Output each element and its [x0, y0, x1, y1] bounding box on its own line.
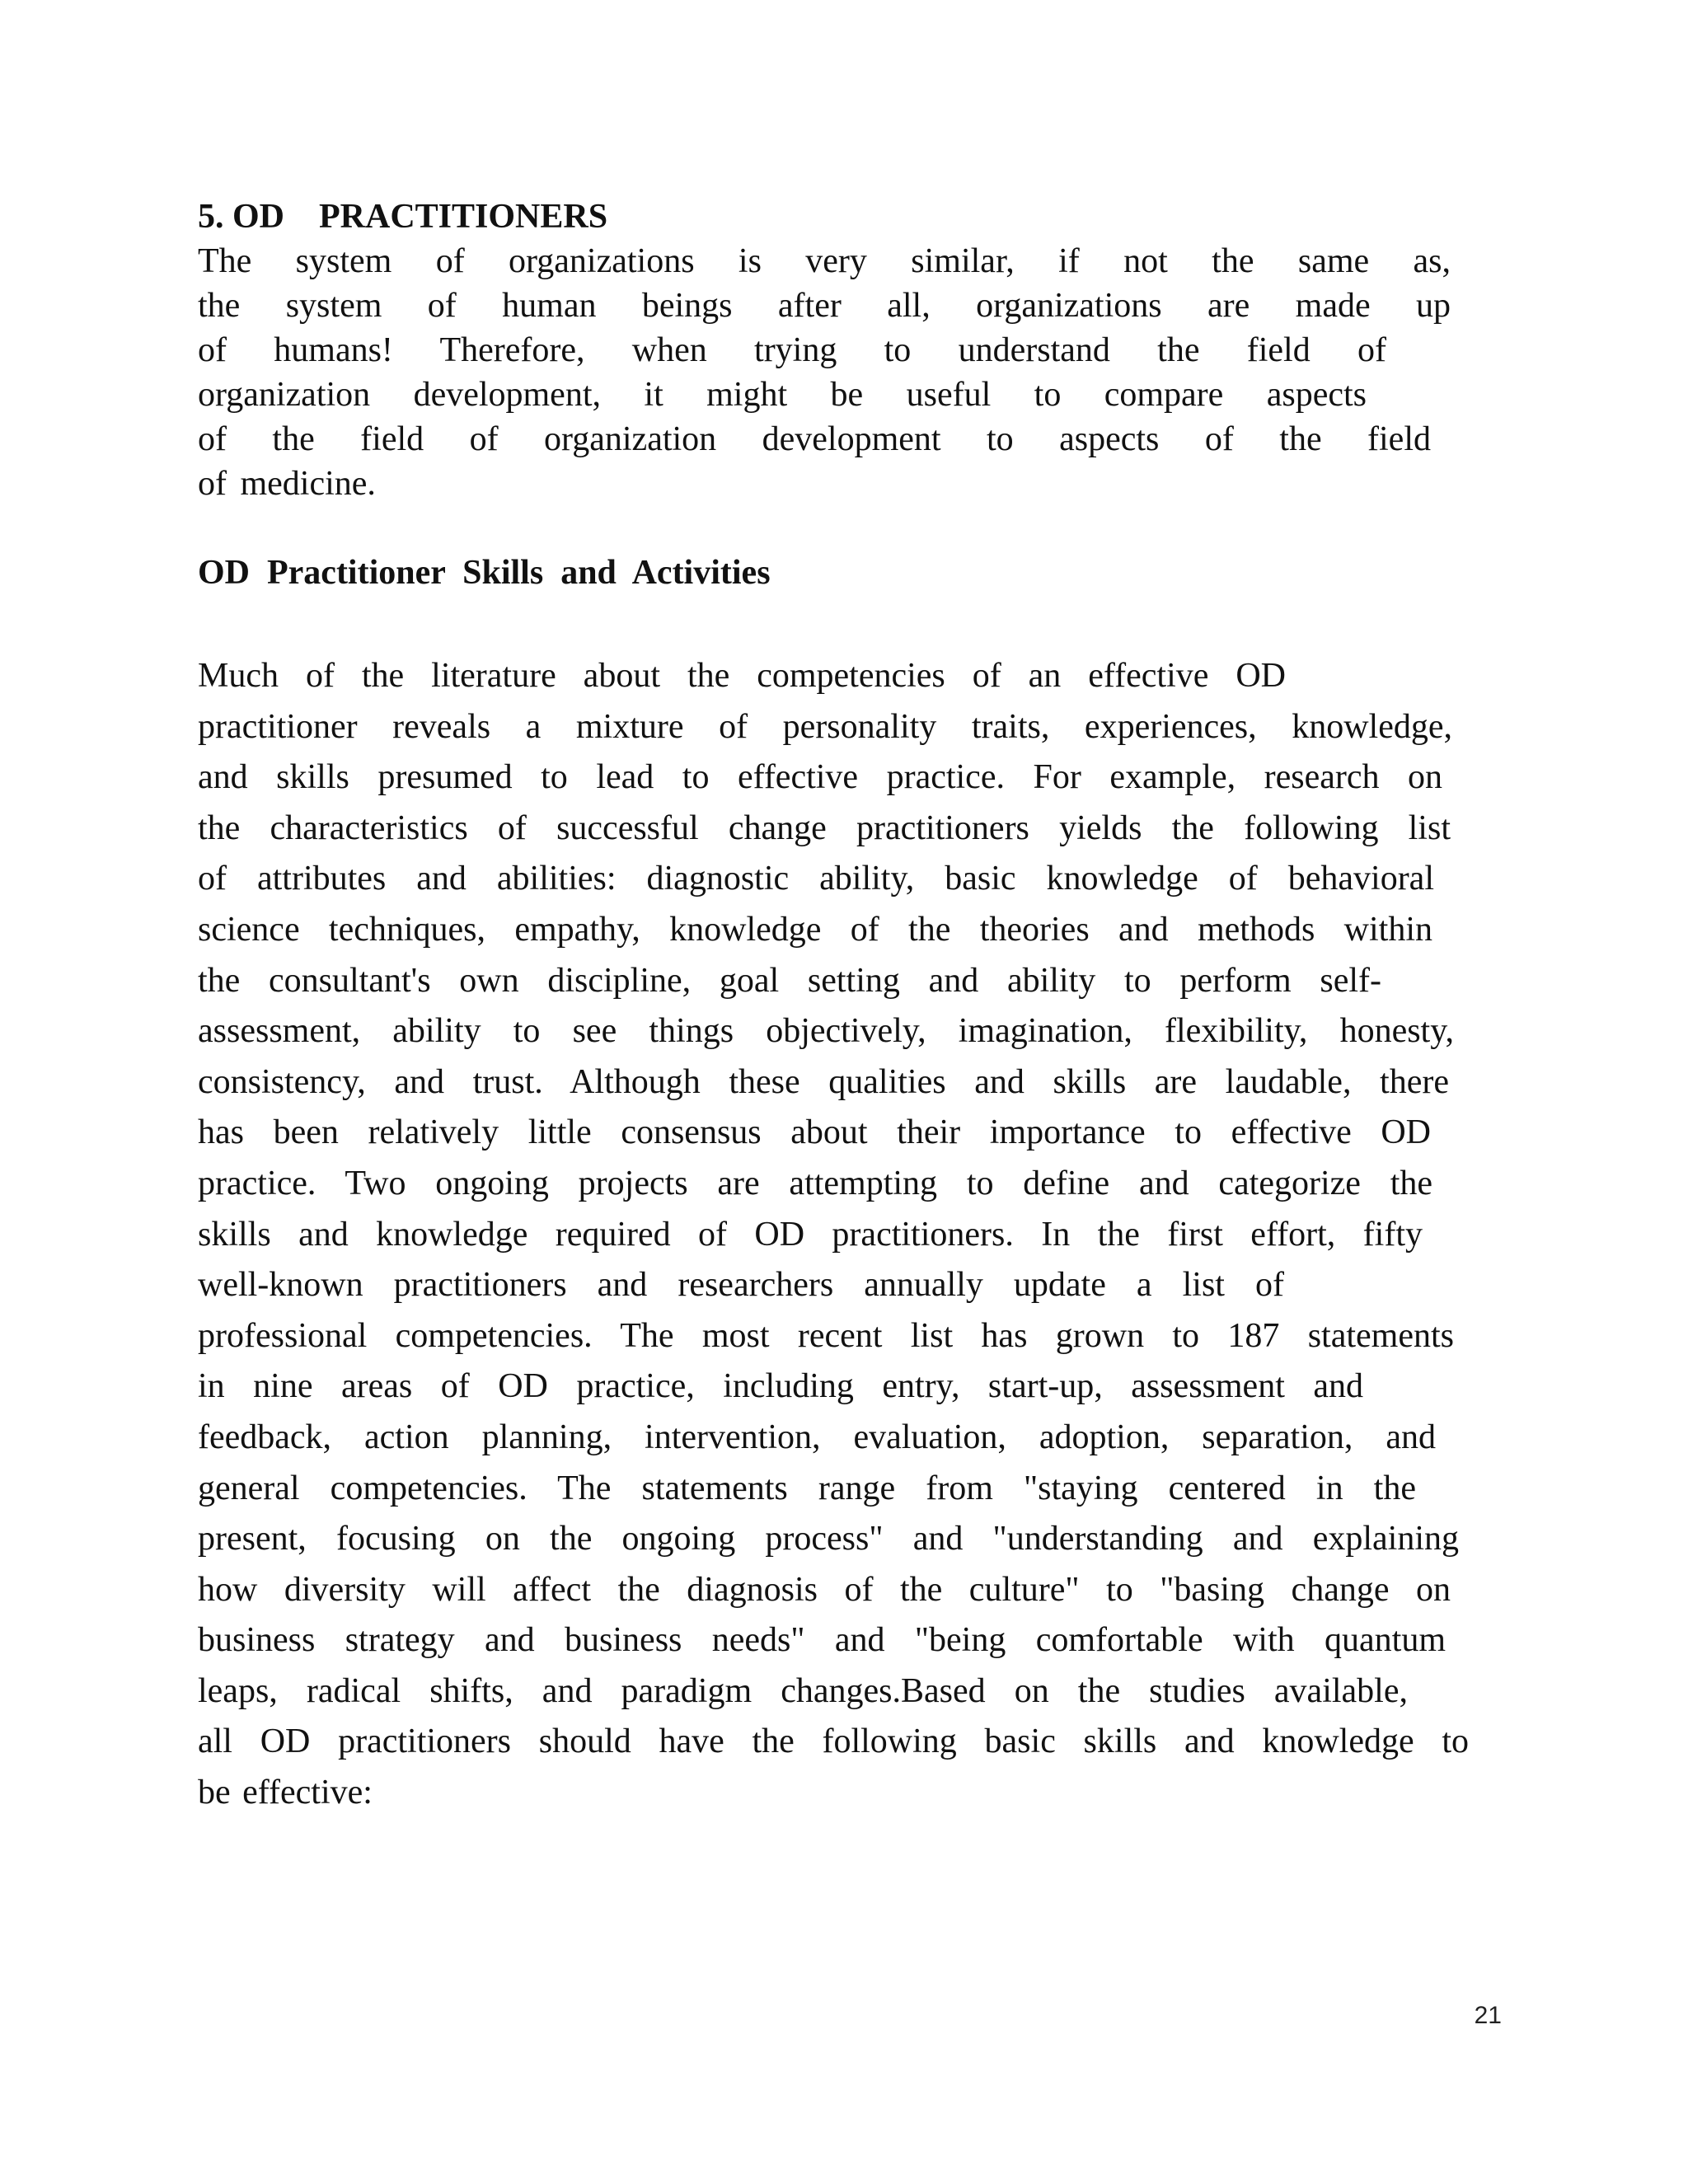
intro-paragraph	[198, 239, 1484, 506]
body-line: practitioner reveals a mixture of personality traits, experiences, knowledge,	[198, 707, 1452, 746]
intro-line: the system of human beings after all, organizations are made up	[198, 287, 1451, 325]
body-line: and skills presumed to lead to effective practice. For example, research on	[198, 758, 1442, 797]
body-line: skills and knowledge required of OD practitioners. In the first effort, fifty	[198, 1215, 1423, 1254]
body-line: professional competencies. The most recent list has grown to 187 statements	[198, 1316, 1454, 1355]
page-content	[198, 194, 1484, 1819]
body-line: all OD practitioners should have the following basic skills and knowledge to	[198, 1722, 1469, 1761]
body-line: general competencies. The statements range from "staying centered in the	[198, 1469, 1416, 1507]
body-line: consistency, and trust. Although these qualities and skills are laudable, there	[198, 1062, 1449, 1101]
body-paragraph	[198, 651, 1484, 1819]
body-line: be effective:	[198, 1774, 373, 1812]
intro-line: of medicine.	[198, 465, 376, 503]
body-line: the characteristics of successful change practitioners yields the following list	[198, 808, 1451, 847]
body-line: in nine areas of OD practice, including entry, start-up, assessment and	[198, 1367, 1363, 1406]
intro-line: organization development, it might be useful to compare aspects	[198, 376, 1367, 414]
body-line: assessment, ability to see things objectively, imagination, flexibility, honesty,	[198, 1012, 1454, 1051]
body-line: feedback, action planning, intervention, evaluation, adoption, separation, and	[198, 1418, 1436, 1456]
intro-line: of humans! Therefore, when trying to understand the field of	[198, 331, 1386, 369]
body-line: of attributes and abilities: diagnostic ability, basic knowledge of behavioral	[198, 860, 1434, 898]
body-line: practice. Two ongoing projects are attempting to define and categorize the	[198, 1164, 1432, 1202]
intro-line: The system of organizations is very similar, if not the same as,	[198, 242, 1451, 280]
body-line: leaps, radical shifts, and paradigm changes.Based on the studies available,	[198, 1671, 1408, 1710]
section-heading: 5. OD PRACTITIONERS	[198, 198, 608, 236]
intro-line: of the field of organization development to aspects of the field	[198, 420, 1431, 458]
body-line: has been relatively little consensus about their importance to effective OD	[198, 1113, 1431, 1152]
subsection-heading: OD Practitioner Skills and Activities	[198, 554, 771, 592]
body-line: Much of the literature about the competencies of an effective OD	[198, 657, 1286, 695]
body-line: science techniques, empathy, knowledge of the theories and methods within	[198, 910, 1432, 949]
body-line: present, focusing on the ongoing process" and "understanding and explaining	[198, 1520, 1459, 1558]
body-line: business strategy and business needs" and "being comfortable with quantum	[198, 1621, 1446, 1660]
body-line: the consultant's own discipline, goal setting and ability to perform self-	[198, 961, 1381, 1000]
body-line: how diversity will affect the diagnosis of the culture" to "basing change on	[198, 1570, 1451, 1609]
body-line: well-known practitioners and researchers annually update a list of	[198, 1266, 1284, 1305]
page-number: 21	[1474, 2002, 1502, 2029]
